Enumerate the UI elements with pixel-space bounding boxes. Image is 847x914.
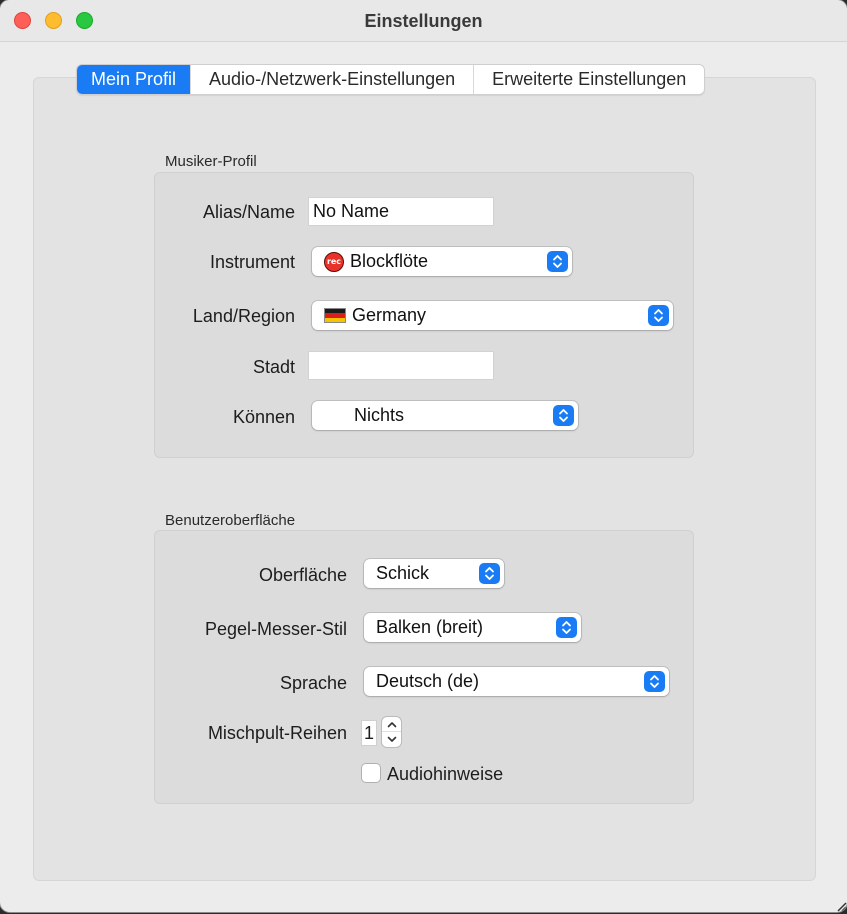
skin-label: Oberfläche (258, 565, 347, 585)
stepper-up-icon[interactable] (382, 717, 401, 732)
instrument-label: Instrument (209, 252, 295, 272)
window-title: Einstellungen (364, 11, 483, 31)
chevron-updown-icon (556, 617, 577, 638)
audio-alerts-checkbox[interactable] (362, 764, 380, 782)
germany-flag-icon (324, 308, 346, 323)
alias-input[interactable] (308, 197, 494, 226)
meter-style-label: Pegel-Messer-Stil (204, 619, 347, 639)
skin-value: Schick (376, 563, 430, 583)
city-input[interactable] (308, 351, 494, 380)
language-popup[interactable] (364, 667, 669, 696)
chevron-updown-icon (479, 563, 500, 584)
skill-label: Können (232, 407, 295, 427)
city-label: Stadt (252, 357, 295, 377)
audio-alerts-label[interactable]: Audiohinweise (387, 764, 504, 784)
rec-icon: rec (324, 252, 344, 272)
skin-popup[interactable] (364, 559, 504, 588)
mixer-rows-value[interactable]: 1 (361, 720, 377, 746)
tab-audio-network-settings[interactable]: Audio-/Netzwerk-Einstellungen (191, 65, 474, 94)
chevron-updown-icon (547, 251, 568, 272)
tab-advanced-settings[interactable]: Erweiterte Einstellungen (492, 69, 687, 89)
chevron-updown-icon (553, 405, 574, 426)
skill-value: Nichts (354, 405, 405, 425)
mixer-rows-stepper[interactable] (382, 717, 401, 747)
musician-profile-group-label: Musiker-Profil (165, 153, 257, 170)
meter-style-value: Balken (breit) (376, 617, 484, 637)
country-label: Land/Region (192, 306, 295, 326)
language-label: Sprache (279, 673, 347, 693)
mixer-rows-label: Mischpult-Reihen (207, 723, 347, 743)
title-bar[interactable] (0, 0, 847, 42)
resize-grip-icon[interactable] (835, 900, 847, 912)
instrument-popup[interactable] (312, 247, 572, 276)
chevron-updown-icon (648, 305, 669, 326)
user-interface-group-label: Benutzeroberfläche (165, 512, 296, 529)
chevron-updown-icon (644, 671, 665, 692)
tab-my-profile[interactable]: Mein Profil (77, 65, 191, 94)
country-popup[interactable] (312, 301, 673, 330)
tab-bar (76, 64, 705, 95)
instrument-value: Blockflöte (350, 251, 429, 271)
skill-popup[interactable] (312, 401, 578, 430)
stepper-down-icon[interactable] (382, 732, 401, 747)
alias-label: Alias/Name (202, 202, 295, 222)
meter-style-popup[interactable] (364, 613, 581, 642)
country-value: Germany (352, 305, 427, 325)
language-value: Deutsch (de) (376, 671, 480, 691)
